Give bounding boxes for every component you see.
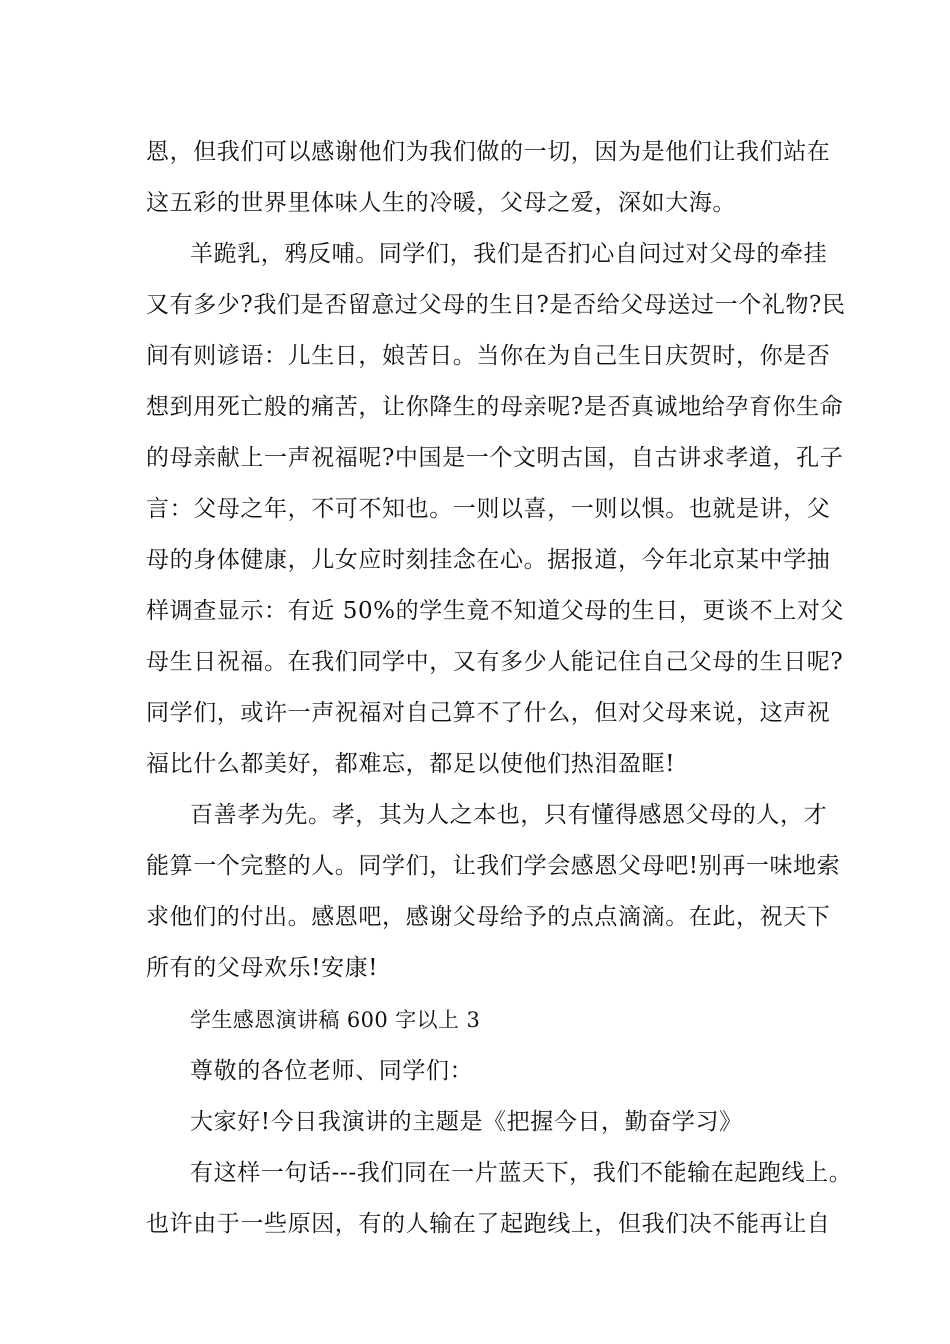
text-line: 言：父母之年，不可不知也。一则以喜，一则以惧。也就是讲，父	[146, 496, 831, 522]
text-line: 所有的父母欢乐!安康!	[146, 955, 379, 981]
greeting-line: 大家好!今日我演讲的主题是《把握今日，勤奋学习》	[190, 1109, 743, 1135]
text-line: 福比什么都美好，都难忘，都足以使他们热泪盈眶!	[146, 751, 676, 777]
text-line: 同学们，或许一声祝福对自己算不了什么，但对父母来说，这声祝	[146, 700, 831, 726]
paragraph-start-line: 百善孝为先。孝，其为人之本也，只有懂得感恩父母的人，才	[190, 802, 828, 828]
section-heading: 学生感恩演讲稿 600 字以上 3	[190, 1008, 481, 1032]
text-line: 母生日祝福。在我们同学中，又有多少人能记住自己父母的生日呢?	[146, 649, 844, 675]
text-line: 能算一个完整的人。同学们，让我们学会感恩父母吧!别再一味地索	[146, 853, 841, 879]
text-line: 又有多少?我们是否留意过父母的生日?是否给父母送过一个礼物?民	[146, 292, 846, 318]
text-line: 恩，但我们可以感谢他们为我们做的一切，因为是他们让我们站在	[146, 139, 831, 165]
text-line: 母的身体健康，儿女应时刻挂念在心。据报道，今年北京某中学抽	[146, 547, 831, 573]
text-line: 样调查显示：有近 50%的学生竟不知道父母的生日，更谈不上对父	[146, 598, 845, 624]
text-line: 这五彩的世界里体味人生的冷暖，父母之爱，深如大海。	[146, 190, 736, 216]
paragraph-start-line: 羊跪乳，鸦反哺。同学们，我们是否扪心自问过对父母的牵挂	[190, 241, 828, 267]
text-line: 求他们的付出。感恩吧，感谢父母给予的点点滴滴。在此，祝天下	[146, 904, 831, 930]
text-line: 也许由于一些原因，有的人输在了起跑线上，但我们决不能再让自	[146, 1211, 831, 1237]
text-line: 的母亲献上一声祝福呢?中国是一个文明古国，自古讲求孝道，孔子	[146, 445, 844, 471]
paragraph-start-line: 有这样一句话---我们同在一片蓝天下，我们不能输在起跑线上。	[190, 1160, 853, 1186]
text-line: 间有则谚语：儿生日，娘苦日。当你在为自己生日庆贺时，你是否	[146, 343, 831, 369]
text-line: 想到用死亡般的痛苦，让你降生的母亲呢?是否真诚地给孕育你生命	[146, 394, 844, 420]
salutation: 尊敬的各位老师、同学们：	[190, 1058, 474, 1084]
